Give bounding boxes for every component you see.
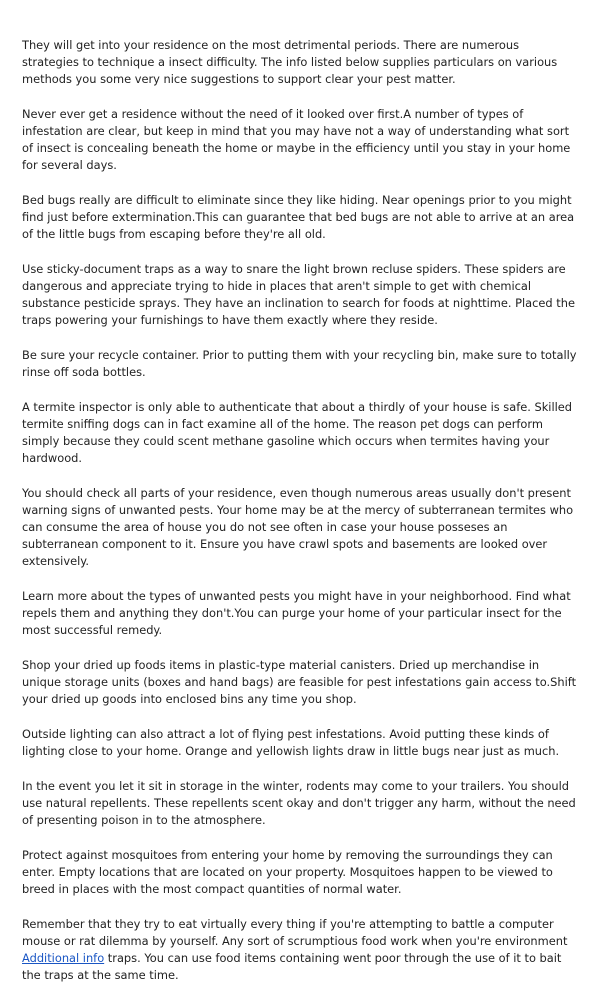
paragraph-7: You should check all parts of your residence, even though numerous areas usually don't present warning signs of unwanted pests. Your home may be at the mercy of subterranean termites who can consume the area of house you do not see often in case your house posseses an subterranean component to it. Ensure you have crawl spots and basements are looked over extensively. [22, 486, 574, 568]
paragraph-4: Use sticky-document traps as a way to snare the light brown recluse spiders. These spiders are dangerous and appreciate trying to hide in places that aren't simple to get with chemical substance pesticide sprays. They have an inclination to search for foods at nighttime. Placed the traps powering your furnishings to have them exactly where they reside. [22, 262, 575, 327]
paragraph-3: Bed bugs really are difficult to eliminate since they like hiding. Near openings prior to you might find just before extermination.This can guarantee that bed bugs are not able to arrive at an area of the little bugs from escaping before they're all old. [22, 193, 575, 241]
paragraph-6: A termite inspector is only able to authenticate that about a thirdly of your house is safe. Skilled termite sniffing dogs can in fact examine all of the home. The reason pet dogs can perform simply because they could scent methane gasoline which occurs when termites having your hardwood. [22, 400, 573, 465]
paragraph-13-text-before: Remember that they try to eat virtually every thing if you're attempting to battle a computer mouse or rat dilemma by yourself. Any sort of scrumptious food work when you're environment [22, 917, 568, 948]
additional-info-link[interactable]: Additional info [22, 951, 105, 965]
paragraph-13-text-after: traps. You can use food items containing went poor through the use of it to bait the traps at the same time. [22, 951, 562, 982]
paragraph-13 [22, 916, 578, 984]
paragraph-8: Learn more about the types of unwanted pests you might have in your neighborhood. Find what repels them and anything they don't.You can purge your home of your particular insect for the most successful remedy. [22, 589, 571, 637]
paragraph-5: Be sure your recycle container. Prior to putting them with your recycling bin, make sure to totally rinse off soda bottles. [22, 348, 577, 379]
paragraph-1: They will get into your residence on the most detrimental periods. There are numerous strategies to technique a insect difficulty. The info listed below supplies particulars on various methods you some very nice suggestions to support clear your pest matter. [22, 38, 558, 86]
paragraph-2: Never ever get a residence without the need of it looked over first.A number of types of infestation are clear, but keep in mind that you may have not a way of understanding what sort of insect is concealing beneath the home or maybe in the efficiency until you stay in your home for several days. [22, 107, 571, 172]
paragraph-10: Outside lighting can also attract a lot of flying pest infestations. Avoid putting these kinds of lighting close to your home. Orange and yellowish lights draw in little bugs near just as much. [22, 727, 560, 758]
paragraph-11: In the event you let it sit in storage in the winter, rodents may come to your trailers. You should use natural repellents. These repellents scent okay and don't trigger any harm, without the need of presenting poison in to the atmosphere. [22, 779, 576, 827]
paragraph-9: Shop your dried up foods items in plastic-type material canisters. Dried up merchandise in unique storage units (boxes and hand bags) are feasible for pest infestations gain access to.Shift your dried up goods into enclosed bins any time you shop. [22, 658, 577, 706]
paragraph-12: Protect against mosquitoes from entering your home by removing the surroundings they can enter. Empty locations that are located on your property. Mosquitoes happen to be viewed to breed in places with the most compact quantities of normal water. [22, 848, 553, 896]
